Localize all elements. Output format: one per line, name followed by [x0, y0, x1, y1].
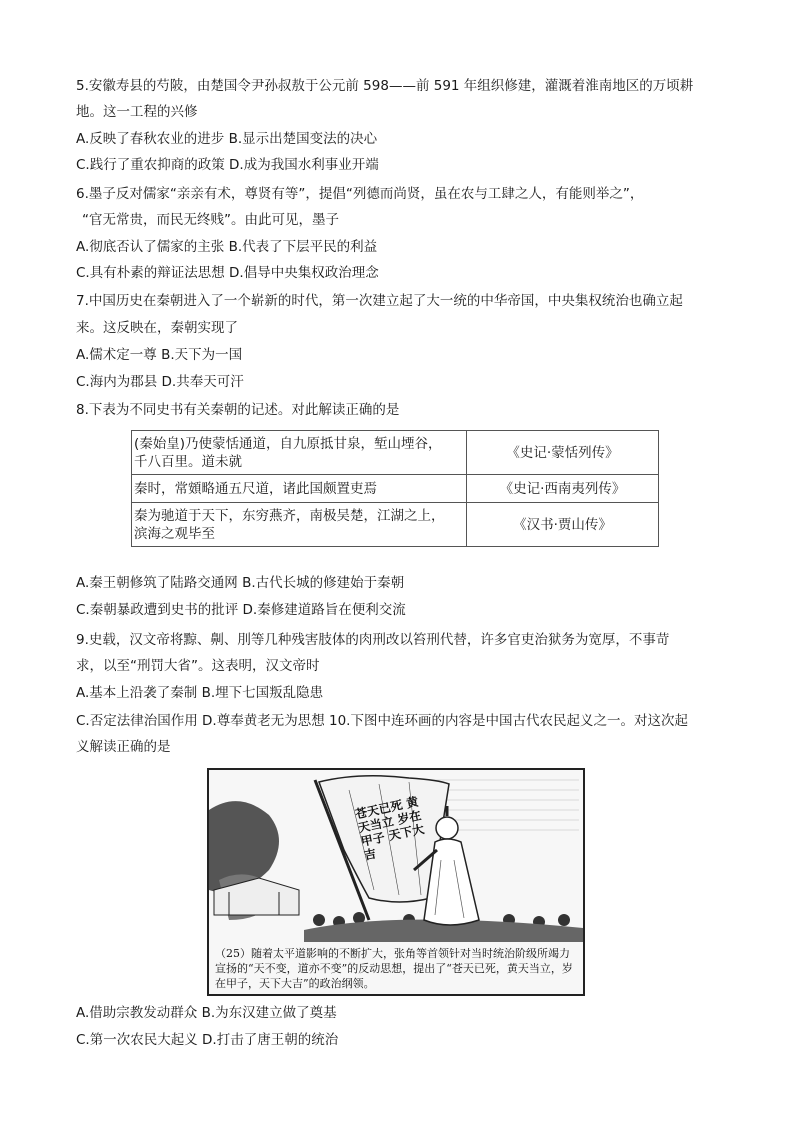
q10-stem-line2: 义解读正确的是 — [76, 739, 171, 755]
table-cell-text — [132, 503, 467, 547]
cell-text-line1: (秦始皇)乃使蒙恬通道，自九原抵甘泉，堑山堙谷， — [134, 435, 442, 452]
q6-stem-line1: 6.墨子反对儒家“亲亲有术，尊贤有等”，提倡“列德而尚贤，虽在农与工肆之人，有能则举之”， — [76, 186, 644, 202]
q9-stem-line2: 求，以至“刑罚大省”。这表明，汉文帝时 — [76, 658, 320, 674]
cell-text-line2: 滨海之观毕至 — [134, 525, 215, 542]
q5-stem-line1: 5.安徽寿县的芍陂，由楚国令尹孙叔敖于公元前 598——前 591 年组织修建，灌溉着淮南地区的万顷耕 — [76, 78, 694, 94]
q7-stem-line2: 来。这反映在，秦朝实现了 — [76, 320, 238, 336]
q5-options-ab: A.反映了春秋农业的进步 B.显示出楚国变法的决心 — [76, 131, 378, 147]
q5-options-cd: C.践行了重农抑商的政策 D.成为我国水利事业开端 — [76, 157, 379, 173]
cell-text-line2: 千八百里。道未就 — [134, 453, 242, 470]
cell-text-line1: 秦时，常頞略通五尺道，诸此国颇置吏焉 — [134, 480, 377, 497]
q10-options-ab: A.借助宗教发动群众 B.为东汉建立做了奠基 — [76, 1005, 337, 1021]
table-row — [132, 503, 659, 547]
q10-comic-illustration — [207, 768, 585, 996]
q6-options-ab: A.彻底否认了儒家的主张 B.代表了下层平民的利益 — [76, 239, 378, 255]
q7-options-cd: C.海内为郡县 D.共奉天可汗 — [76, 374, 244, 390]
q8-options-ab: A.秦王朝修筑了陆路交通网 B.古代长城的修建始于秦朝 — [76, 575, 405, 591]
comic-caption: （25）随着太平道影响的不断扩大，张角等首领针对当时统治阶级所竭力宣扬的“天不变，道亦不变”的反动思想，提出了“苍天已死，黄天当立，岁在甲子，天下大吉”的政治纲领。 — [215, 947, 573, 990]
table-row — [132, 475, 659, 503]
q8-stem: 8.下表为不同史书有关秦朝的记述。对此解读正确的是 — [76, 402, 400, 418]
q6-stem-line2: “官无常贵，而民无终贱”。由此可见，墨子 — [82, 212, 339, 228]
table-row — [132, 431, 659, 475]
q8-source-table — [131, 430, 659, 547]
q9-stem-line1: 9.史载，汉文帝将黥、劓、刖等几种残害肢体的肉刑改以笞刑代替，许多官吏治狱务为宽厚，不事苛 — [76, 632, 670, 648]
q5-stem-line2: 地。这一工程的兴修 — [76, 104, 198, 120]
q7-options-ab: A.儒术定一尊 B.天下为一国 — [76, 347, 243, 363]
q9-options-cd-and-q10-stem: C.否定法律治国作用 D.尊奉黄老无为思想 10.下图中连环画的内容是中国古代农民起义之一。对这次起 — [76, 713, 688, 729]
table-cell-source: 《史记·西南夷列传》 — [467, 475, 659, 503]
q6-options-cd: C.具有朴素的辩证法思想 D.倡导中央集权政治理念 — [76, 265, 379, 281]
q8-options-cd: C.秦朝暴政遭到史书的批评 D.秦修建道路旨在便利交流 — [76, 602, 406, 618]
table-cell-source: 《史记·蒙恬列传》 — [467, 431, 659, 475]
q7-stem-line1: 7.中国历史在秦朝进入了一个崭新的时代，第一次建立起了大一统的中华帝国，中央集权统治也确立起 — [76, 293, 683, 309]
banner-text: 苍天已死 黄天当立 岁在甲子 天下大吉 — [353, 794, 426, 863]
table-cell-text — [132, 431, 467, 475]
table-cell-text — [132, 475, 467, 503]
cell-text-line1: 秦为驰道于天下，东穷燕齐，南极吴楚，江湖之上， — [134, 507, 445, 524]
table-cell-source: 《汉书·贾山传》 — [467, 503, 659, 547]
q10-options-cd: C.第一次农民大起义 D.打击了唐王朝的统治 — [76, 1032, 339, 1048]
q9-options-ab: A.基本上沿袭了秦制 B.埋下七国叛乱隐患 — [76, 685, 324, 701]
